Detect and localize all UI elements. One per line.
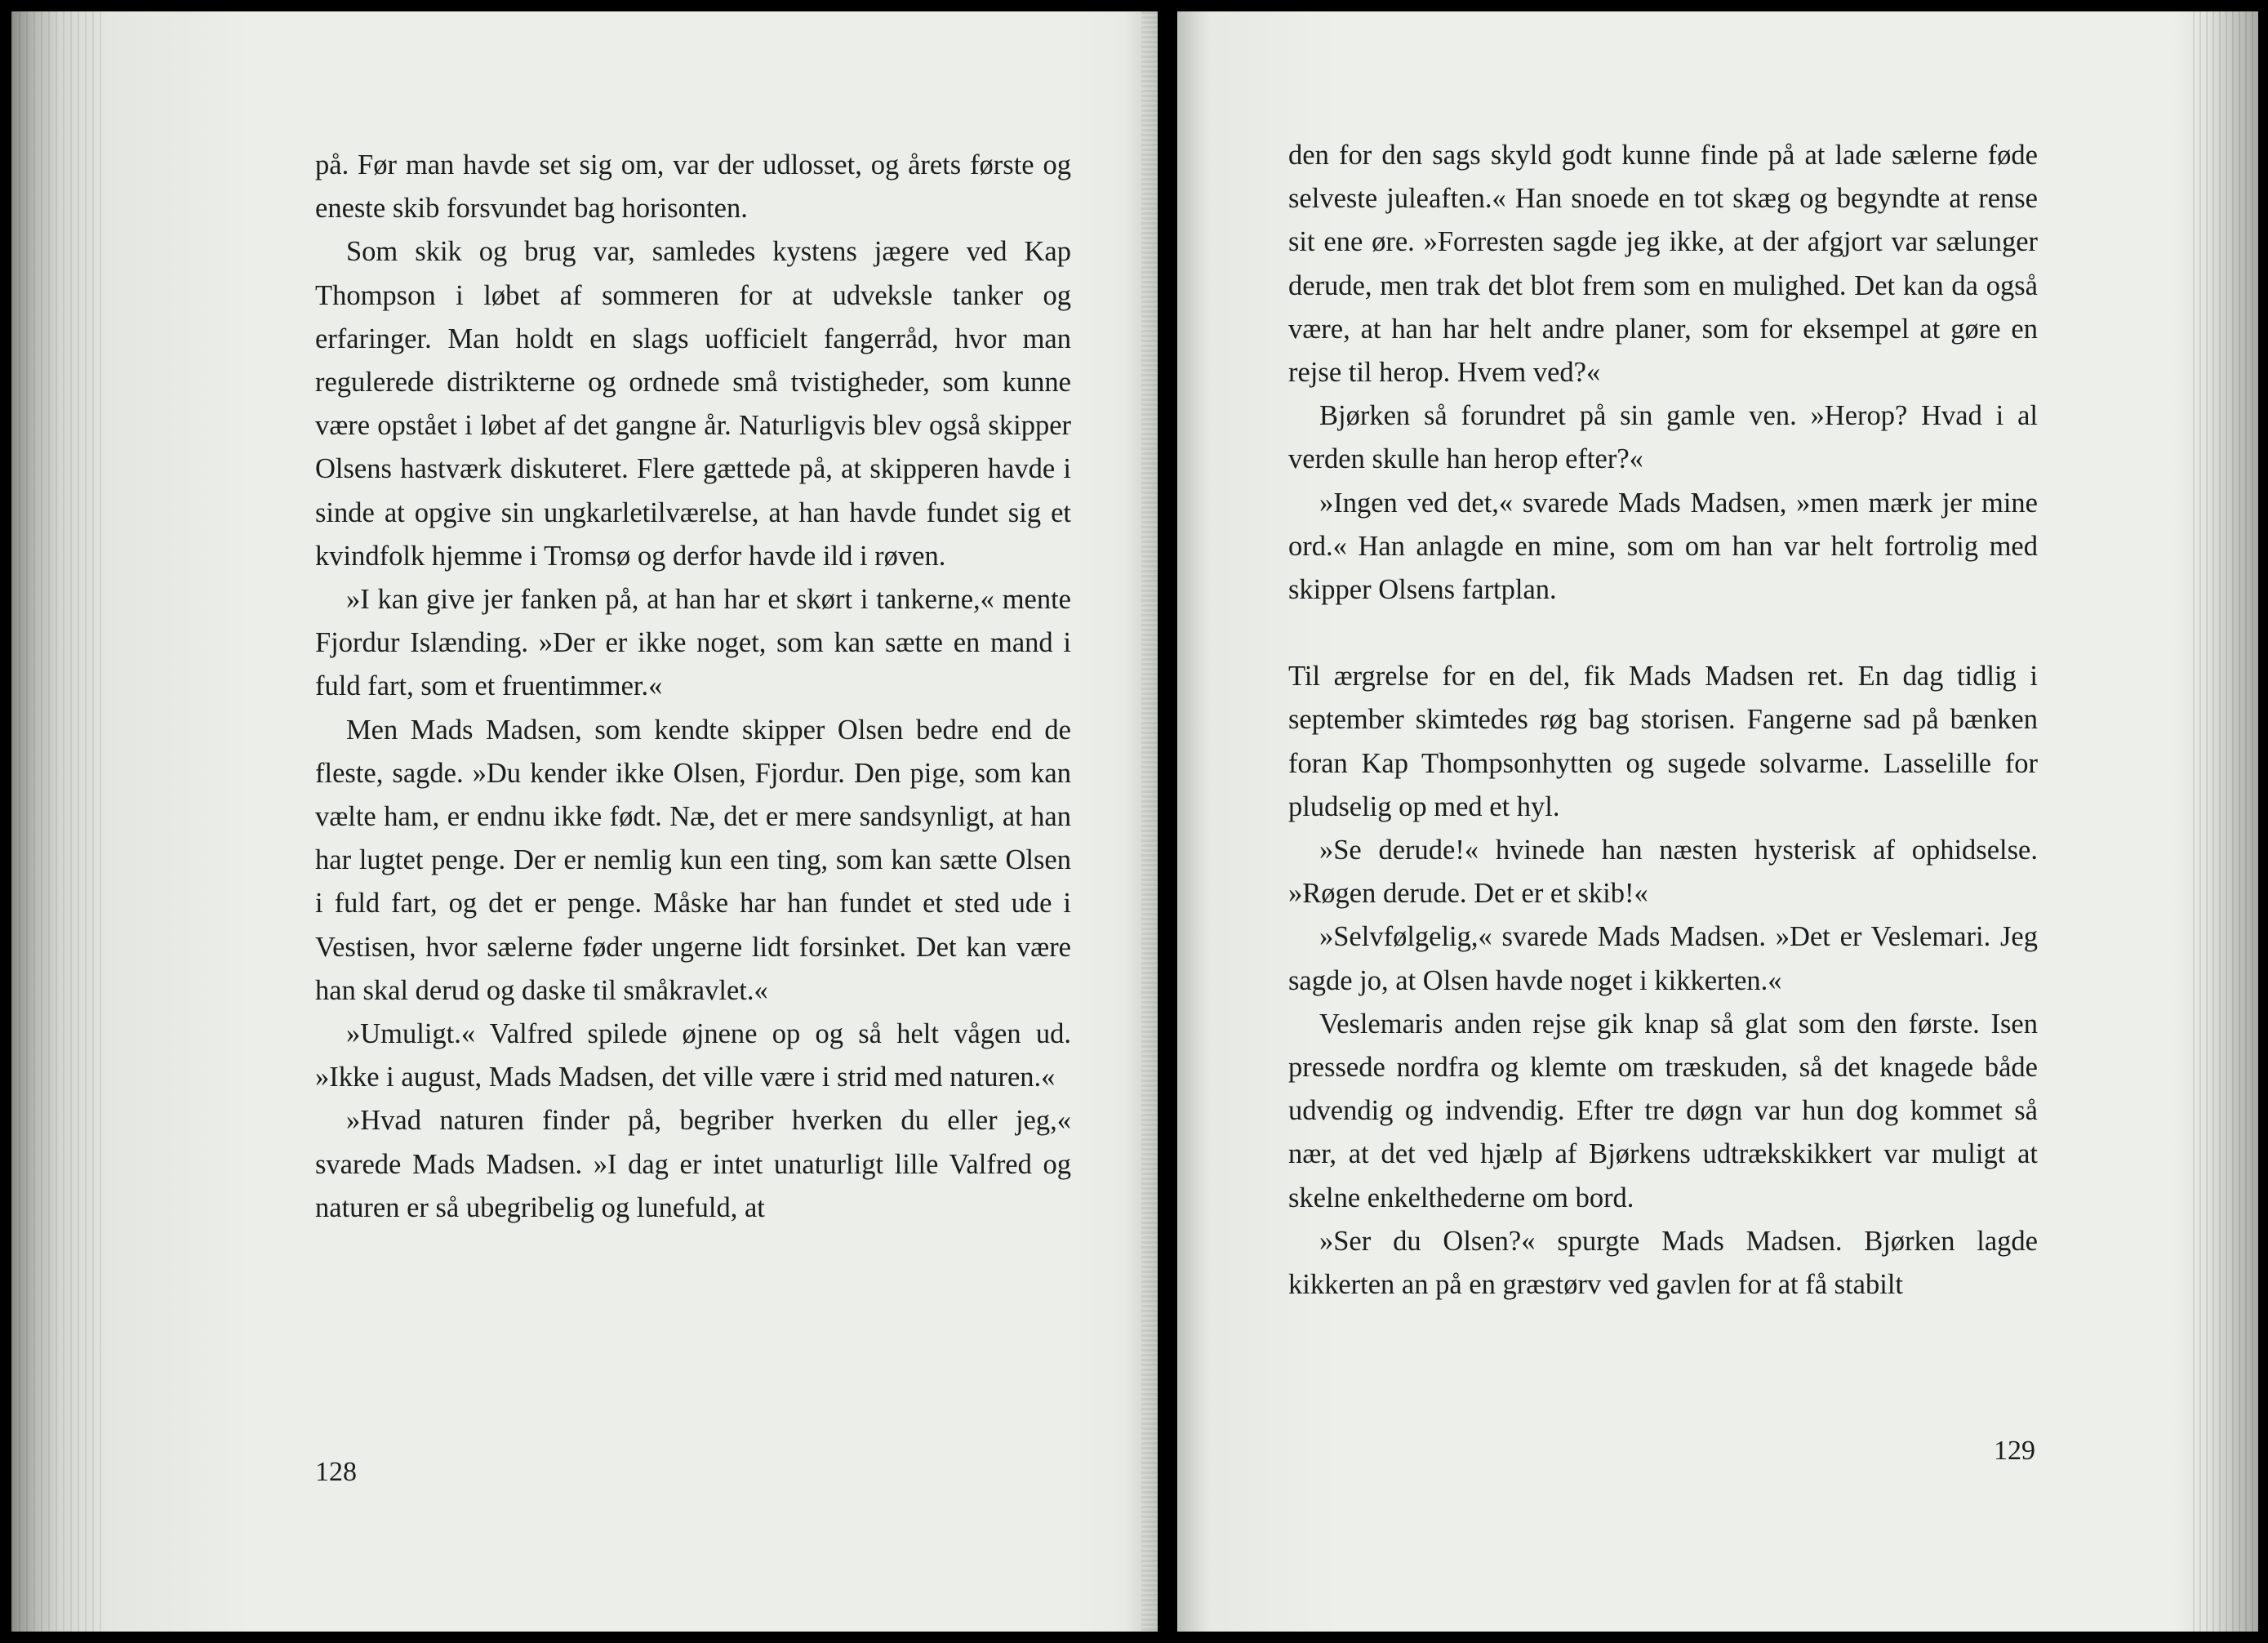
right-page-body — [1288, 134, 2038, 1307]
page-edge-stack — [2193, 11, 2258, 1632]
paragraph: »I kan give jer fanken på, at han har et skørt i tankerne,« mente Fjordur Islænding. »Der er ikke noget, som kan sætte en mand i fuld fart, som et fruentimmer.« — [315, 584, 1071, 702]
page-edge-stack — [11, 11, 101, 1632]
paragraph: Veslemaris anden rejse gik knap så glat som den første. Isen pressede nordfra og klemte om træskuden, så det knagede både udvendig og indvendig. Efter tre døgn var hun dog kommet så nær, at det ved hjælp af Bjørkens udtrækskikkert var muligt at skelne enkelthederne om bord. — [1288, 1008, 2038, 1213]
paragraph: »Selvfølgelig,« svarede Mads Madsen. »Det er Veslemari. Jeg sagde jo, at Olsen havde noget i kikkerten.« — [1288, 921, 2038, 996]
paragraph: Som skik og brug var, samledes kystens jægere ved Kap Thompson i løbet af sommeren for at udveksle tanker og erfaringer. Man holdt en slags uofficielt fangerråd, hvor man regulerede distrikterne og ordnede små tvistigheder, som kunne være opstået i løbet af det gangne år. Naturligvis blev også skipper Olsens hastværk diskuteret. Flere gættede på, at skipperen havde i sinde at opgive sin ungkarletilværelse, at han havde fundet sig et kvindfolk hjemme i Tromsø og derfor havde ild i røven. — [315, 236, 1071, 572]
gutter-shadow — [1177, 11, 1210, 1632]
paragraph: Bjørken så forundret på sin gamle ven. »Herop? Hvad i al verden skulle han herop efter?« — [1288, 400, 2038, 475]
paragraph: »Umuligt.« Valfred spilede øjnene op og så helt vågen ud. »Ikke i august, Mads Madsen, det ville være i strid med naturen.« — [315, 1018, 1071, 1093]
paragraph: »Hvad naturen finder på, begriber hverken du eller jeg,« svarede Mads Madsen. »I dag er intet unaturligt lille Valfred og naturen er så ubegribelig og lunefuld, at — [315, 1105, 1071, 1223]
paragraph: Til ærgrelse for en del, fik Mads Madsen ret. En dag tidlig i september skimtedes røg bag storisen. Fangerne sad på bænken foran Kap Thompsonhytten og sugede solvarme. Lasselille for pludselig op med et hyl. — [1288, 661, 2038, 822]
paragraph: den for den sags skyld godt kunne finde på at lade sælerne føde selveste juleaften.« Han snoede en tot skæg og begyndte at rense sit ene øre. »Forresten sagde jeg ikke, at der afgjort var sælunger derude, men trak det blot frem som en mulighed. Det kan da også være, at han har helt andre planer, som for eksempel at gøre en rejse til herop. Hvem ved?« — [1288, 140, 2038, 389]
page-number: 128 — [315, 1457, 357, 1487]
page-number: 129 — [1994, 1436, 2035, 1466]
left-page-body — [315, 144, 1071, 1230]
left-page — [11, 11, 1158, 1632]
paragraph: »Ingen ved det,« svarede Mads Madsen, »men mærk jer mine ord.« Han anlagde en mine, som om han var helt fortrolig med skipper Olsens fartplan. — [1288, 487, 2038, 606]
paragraph: Men Mads Madsen, som kendte skipper Olsen bedre end de fleste, sagde. »Du kender ikke Olsen, Fjordur. Den pige, som kan vælte ham, er endnu ikke født. Næ, det er mere sandsynligt, at han har lugtet penge. Der er nemlig kun een ting, som kan sætte Olsen i fuld fart, og det er penge. Måske har han fundet et sted ude i Vestisen, hvor sælerne føder ungerne lidt forsinket. Det kan være han skal derud og daske til småkravlet.« — [315, 714, 1071, 1006]
paragraph: »Se derude!« hvinede han næsten hysterisk af ophidselse. »Røgen derude. Det er et skib!« — [1288, 835, 2038, 910]
paragraph: på. Før man havde set sig om, var der udlosset, og årets første og eneste skib forsvundet bag horisonten. — [315, 149, 1071, 225]
paragraph: »Ser du Olsen?« spurgte Mads Madsen. Bjørken lagde kikkerten an på en græstørv ved gavlen for at få stabilt — [1288, 1225, 2038, 1301]
right-page — [1177, 11, 2258, 1632]
gutter-shadow — [1125, 11, 1158, 1632]
